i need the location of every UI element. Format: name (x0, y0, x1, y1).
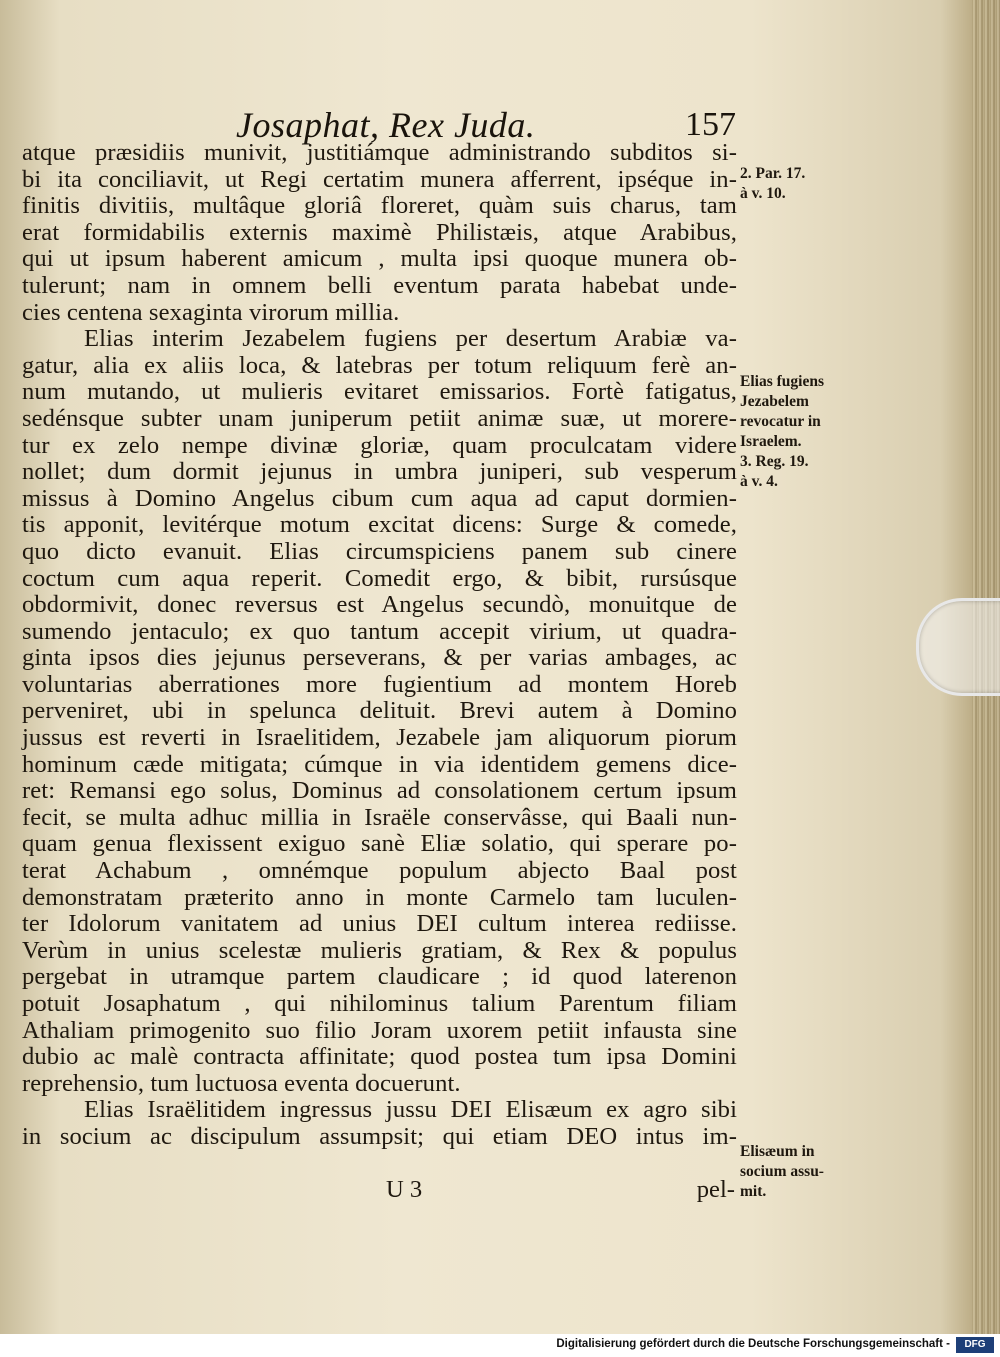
text-line: ter Idolorum vanitatem ad unius DEI cultum interea rediisse. (22, 910, 737, 938)
text-line: ret: Remansi ego solus, Dominus ad consolationem certum ipsum (22, 777, 737, 805)
margin-note-line: à v. 10. (740, 185, 786, 202)
body-text (22, 140, 737, 1151)
page-number: 157 (685, 106, 736, 143)
text-line: finitis divitiis, multâque gloriâ floreret, quàm suis charus, tam (22, 192, 737, 220)
funding-credit: Digitalisierung gefördert durch die Deutsche Forschungsgemeinschaft - (556, 1338, 950, 1350)
margin-note-line: 2. Par. 17. (740, 165, 806, 182)
text-line: terat Achabum , omnémque populum abjecto Baal post (22, 857, 737, 885)
text-line: potuit Josaphatum , qui nihilominus talium Parentum filiam (22, 990, 737, 1017)
text-line: sumendo jentaculo; ex quo tantum accepit virium, ut quadra- (22, 617, 737, 645)
dfg-logo: DFG (956, 1337, 994, 1353)
text-line: num mutando, ut mulieris evitaret emissarios. Fortè fatigatus, (22, 378, 737, 406)
margin-note-line: revocatur in (740, 413, 821, 430)
text-line: dubio ac malè contracta affinitate; quod postea tum ipsa Domini (22, 1043, 737, 1071)
margin-note-line: mit. (740, 1183, 767, 1200)
margin-note-line: à v. 4. (740, 473, 778, 490)
text-line: sedénsque subter unam juniperum petiit animæ suæ, ut morere- (22, 404, 737, 432)
text-line: Verùm in unius scelestæ mulieris gratiam, & Rex & populus (22, 936, 737, 964)
text-line: missus à Domino Angelus cibum cum aqua ad caput dormien- (22, 484, 737, 512)
digitization-footer (0, 1334, 1000, 1357)
text-line: obdormivit, donec reversus est Angelus secundò, monuitque de (22, 591, 737, 619)
text-line: in socium ac discipulum assumpsit; qui etiam DEO intus im- (22, 1122, 737, 1150)
text-line: erat formidabilis externis maximè Philistæis, atque Arabibus, (22, 218, 737, 246)
text-line: tulerunt; nam in omnem belli eventum parata habebat unde- (22, 271, 737, 299)
text-line: tur ex zelo nempe divinæ gloriæ, quam proculcatam videre (22, 431, 737, 459)
text-line: Elias interim Jezabelem fugiens per desertum Arabiæ va- (84, 325, 737, 353)
margin-note-line: Israelem. (740, 433, 802, 450)
text-line: tis apponit, levitérque motum excitat dicens: Surge & comede, (22, 511, 737, 539)
margin-note-elisaeum (740, 1142, 870, 1202)
text-line: demonstratam præterito anno in monte Carmelo tam luculen- (22, 883, 737, 911)
catchword: pel- (696, 1176, 735, 1203)
margin-note-line: Elisæum in (740, 1143, 815, 1160)
text-line: pergebat in utramque partem claudicare ; id quod laterenon (22, 963, 737, 991)
text-line: reprehensio, tum luctuosa eventa docuerunt. (22, 1069, 461, 1097)
catch-line (22, 1176, 737, 1206)
text-line: quam genua flexissent exiguo sanè Eliæ solatio, qui sperare po- (22, 830, 737, 858)
margin-note-line: Jezabelem (740, 393, 809, 410)
text-line: ginta ipsos dies jejunus perseverans, & per varias ambages, ac (22, 644, 737, 672)
text-line: coctum cum aqua reperit. Comedit ergo, & bibit, rursúsque (22, 564, 737, 592)
margin-note-elias (740, 372, 870, 492)
text-line: gatur, alia ex aliis loca, & latebras per totum reliquum ferè an- (22, 351, 737, 379)
margin-note-line: 3. Reg. 19. (740, 453, 809, 470)
running-title: Josaphat, Rex Juda. (236, 105, 536, 145)
text-line: Elias Israëlitidem ingressus jussu DEI Elisæum ex agro sibi (84, 1096, 737, 1124)
text-line: nollet; dum dormit jejunus in umbra juniperi, sub vesperum (22, 458, 737, 486)
margin-note-line: Elias fugiens (740, 373, 824, 390)
paper-clip (916, 598, 1000, 696)
margin-note-reference (740, 164, 870, 204)
text-line: perveniret, ubi in spelunca delituit. Brevi autem à Domino (22, 697, 737, 725)
signature-mark: U 3 (386, 1176, 423, 1203)
text-line: fecit, se multa adhuc millia in Israële conservâsse, qui Baali nun- (22, 803, 737, 831)
text-line: quo dicto evanuit. Elias circumspiciens panem sub cinere (22, 537, 737, 565)
bleed-through (760, 840, 880, 990)
text-line: hominum cæde mitigata; cúmque in via identidem gemens dice- (22, 750, 737, 778)
text-line: jussus est reverti in Israelitidem, Jezabele jam aliquorum piorum (22, 724, 737, 752)
text-line: cies centena sexaginta virorum millia. (22, 298, 400, 326)
text-line: bi ita conciliavit, ut Regi certatim munera afferrent, ipséque in- (22, 165, 737, 193)
text-line: Athaliam primogenito suo filio Joram uxorem petiit infausta sine (22, 1016, 737, 1044)
margin-note-line: socium assu- (740, 1163, 824, 1180)
text-line: voluntarias aberrationes more fugientium ad montem Horeb (22, 670, 737, 698)
text-line: atque præsidiis munivit, justitiámque administrando subditos si- (22, 139, 737, 166)
text-line: qui ut ipsum haberent amicum , multa ipsi quoque munera ob- (22, 245, 737, 273)
